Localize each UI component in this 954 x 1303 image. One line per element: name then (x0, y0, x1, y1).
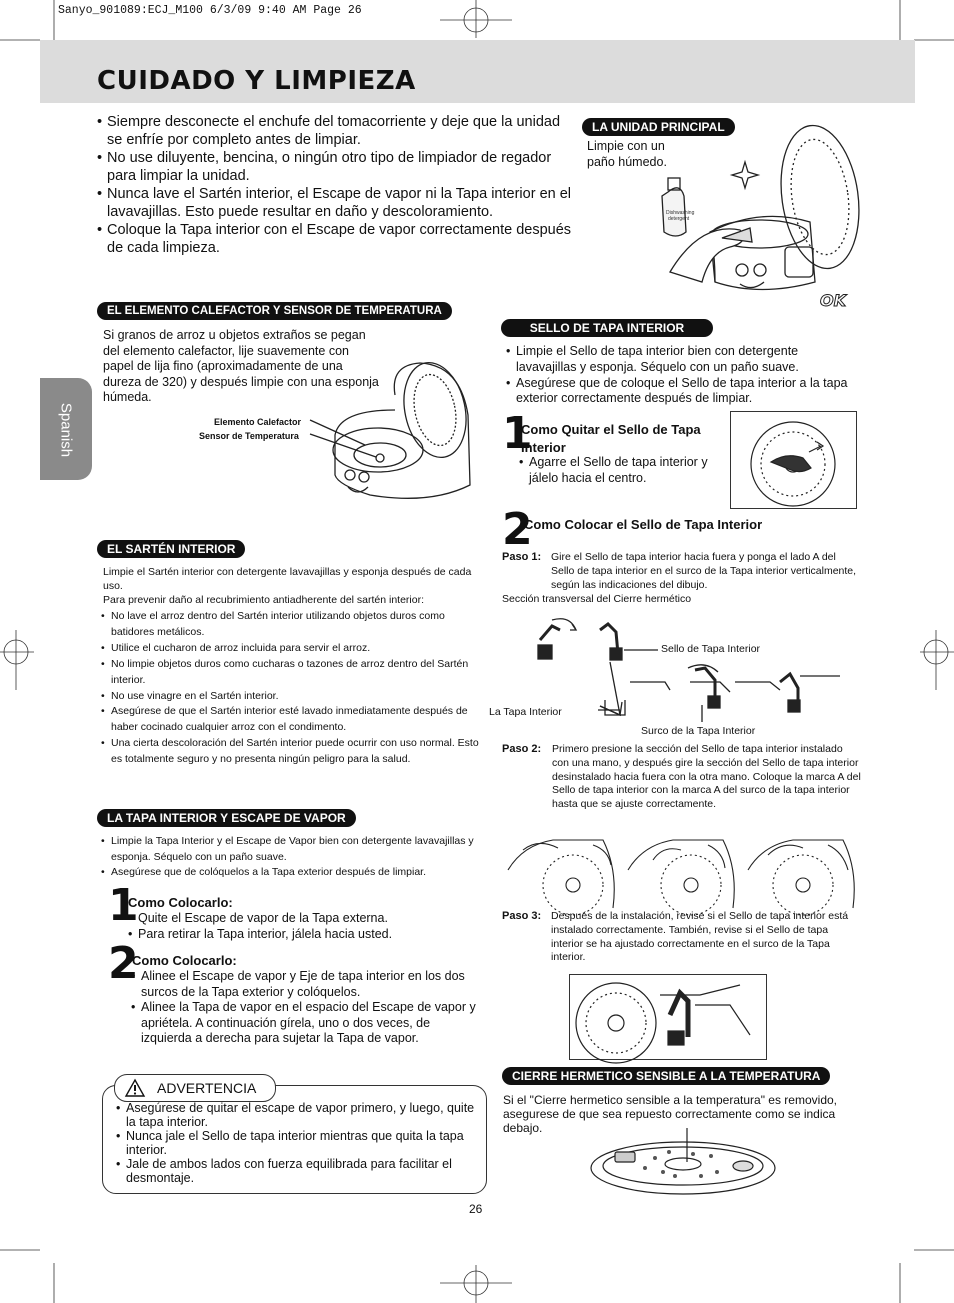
tapa-step-2-number: 2 (108, 938, 139, 989)
sello-step-1-bullet: • Agarre el Sello de tapa interior y jálelo hacia el centro. (519, 455, 729, 487)
svg-text:detergent: detergent (668, 216, 690, 222)
sello-bullet: • Limpie el Sello de tapa interior bien con detergente lavavajillas y esponja. Séquelo con un paño suave. (506, 344, 851, 376)
tapa-step-1-title: Como Colocarlo: (128, 895, 233, 910)
side-tab-label: Spanish (57, 402, 75, 458)
intro-bullets (97, 113, 577, 257)
unidad-heading: LA UNIDAD PRINCIPAL (582, 118, 735, 136)
heating-element-illustration (310, 355, 480, 525)
paso-1-label: Paso 1: (502, 551, 542, 563)
language-side-tab (40, 378, 92, 480)
tapa-step-1-bullet: • Para retirar la Tapa interior, jálela hacia usted. (128, 926, 468, 942)
paso-3-text: Después de la instalación, revise si el Sello de tapa interior está instalado correctamente. También, revise si el Sello de tapa interior se ha ajustado correctamente en el surco de la Tapa interior. (551, 910, 849, 964)
paso-3-label: Paso 3: (502, 910, 542, 922)
main-unit-illustration (640, 112, 850, 312)
calefactor-heading: EL ELEMENTO CALEFACTOR Y SENSOR DE TEMPERATURA (97, 302, 452, 320)
intro-bullet: • Nunca lave el Sartén interior, el Escape de vapor ni la Tapa interior en el lavavajillas. Esto puede resultar en daño y descoloramiento. (97, 185, 577, 221)
sarten-text-2: Para prevenir daño al recubrimiento antiadherente del sartén interior: (103, 594, 425, 606)
warning-triangle-icon (125, 1079, 145, 1097)
label-elemento-calefactor: Elemento Calefactor (214, 417, 302, 427)
bottle-label: Dishwashing (666, 210, 695, 216)
label-surco-tapa-interior: Surco de la Tapa Interior (641, 725, 756, 737)
sarten-text-1: Limpie el Sartén interior con detergente lavavajillas y esponja después de cada uso. (103, 566, 472, 592)
cierre-text: Si el "Cierre hermetico sensible a la temperatura" es removido, asegurese de que sea repuesto correctamente como se indica debajo. (503, 1093, 837, 1135)
warning-pill (114, 1074, 276, 1102)
paso-2-label: Paso 2: (502, 743, 542, 755)
tapa-step-2-title: Como Colocarlo: (132, 953, 237, 968)
intro-bullet: • No use diluyente, bencina, o ningún otro tipo de limpiador de regador para limpiar la unidad. (97, 149, 577, 185)
tapa-bullet: • Limpie la Tapa Interior y el Escape de Vapor bien con detergente lavavajillas y esponja. Séquelo con un paño suave. (101, 834, 481, 865)
sarten-bullet: • Una cierta descoloración del Sartén interior puede ocurrir con uso normal. Esto es totalmente seguro y no presenta ningún peligro para la salud. (101, 736, 479, 768)
tapa-step-1-bullets (128, 910, 468, 942)
seal-installation-illustrations (503, 830, 863, 910)
sarten-bullets (101, 609, 479, 768)
page-title: CUIDADO Y LIMPIEZA (97, 66, 416, 96)
warning-bullet: • Nunca jale el Sello de tapa interior mientras que quita la tapa interior. (116, 1129, 478, 1157)
warning-label: ADVERTENCIA (157, 1080, 257, 1096)
label-la-tapa-interior: La Tapa Interior (489, 706, 562, 718)
sarten-bullet: • Utilice el cucharon de arroz incluida para servir el arroz. (101, 641, 479, 657)
sello-step-1-bullets (519, 455, 729, 487)
thermal-seal-illustration (585, 1128, 785, 1200)
calefactor-text: Si granos de arroz u objetos extraños se pegan del elemento calefactor, lije suavemente con papel de lija fino (aproximadamente de una dureza de 320) y después limpie con una esponja húmeda. (103, 328, 379, 404)
tapa-bullet: • Asegúrese que de colóquelos a la Tapa exterior después de limpiar. (101, 865, 481, 881)
sello-bullet: • Asegúrese que de coloque el Sello de tapa interior a la tapa exterior correctamente después de limpiar. (506, 376, 851, 408)
warning-bullet: • Asegúrese de quitar el escape de vapor primero, y luego, quite la tapa interior. (116, 1101, 478, 1129)
label-sensor-temperatura: Sensor de Temperatura (199, 431, 299, 441)
sello-heading: SELLO DE TAPA INTERIOR (501, 319, 713, 337)
sarten-heading: EL SARTÉN INTERIOR (97, 540, 245, 558)
unidad-text: Limpie con un paño húmedo. (587, 139, 667, 169)
seal-removal-figure (730, 411, 857, 509)
sarten-bullet: • No lave el arroz dentro del Sartén interior utilizando objetos duros como batidores metálicos. (101, 609, 479, 641)
sarten-bullet: • Asegúrese de que el Sartén interior esté lavado inmediatamente después de haber cocinado cualquier arroz con el condimento. (101, 704, 479, 736)
seal-cross-section-diagram (530, 610, 860, 725)
tapa-step-1-bullet: • Quite el Escape de vapor de la Tapa externa. (128, 910, 468, 926)
sello-step-2-number: 2 (502, 504, 533, 555)
page-number: 26 (469, 1202, 483, 1216)
tapa-step-1-number: 1 (108, 880, 139, 931)
sello-step-2-title: Como Colocar el Sello de Tapa Interior (524, 517, 763, 532)
sarten-bullet: • No limpie objetos duros como cucharas o tazones de arroz dentro del Sartén interior. (101, 657, 479, 689)
label-sello-tapa-interior: Sello de Tapa Interior (661, 643, 761, 655)
sello-step-1-number: 1 (502, 408, 533, 459)
paso-1-text: Gire el Sello de tapa interior hacia fuera y ponga el lado A del Sello de tapa interior en el surco de la Tapa interior verticalmente, según las indicaciones del dibujo. (551, 551, 857, 591)
cierre-heading: CIERRE HERMETICO SENSIBLE A LA TEMPERATURA (502, 1067, 830, 1085)
intro-bullet: • Coloque la Tapa interior con el Escape de vapor correctamente después de cada limpieza. (97, 221, 577, 257)
ok-mark: OK (820, 291, 846, 310)
intro-bullet: • Siempre desconecte el enchufe del tomacorriente y deje que la unidad se enfríe por completo antes de limpiar. (97, 113, 577, 149)
paso-2-text: Primero presione la sección del Sello de tapa interior instalado con una mano, y después gire la sección del Sello de tapa interior desinstalado hacia fuera con la otra mano. Coloque la marca A del Sello de tapa interior con la marca A del surco de la tapa interior hasta que se ajuste correctamente. (552, 743, 861, 811)
tapa-bullets (101, 834, 481, 881)
seccion-label: Sección transversal del Cierre hermético (502, 593, 692, 605)
sarten-bullet: • No use vinagre en el Sartén interior. (101, 689, 479, 705)
seal-check-figure (569, 974, 767, 1060)
print-header: Sanyo_901089:ECJ_M100 6/3/09 9:40 AM Page 26 (58, 4, 362, 17)
tapa-step-2-bullet: • Alinee la Tapa de vapor en el espacio del Escape de vapor y apriétela. A continuación gírela, uno o dos veces, de izquierda a derecha para sujetar la Tapa de vapor. (131, 1000, 476, 1047)
tapa-heading: LA TAPA INTERIOR Y ESCAPE DE VAPOR (97, 809, 356, 827)
sello-step-1-title: Como Quitar el Sello de Tapa Interior (521, 422, 701, 455)
tapa-step-2-bullets (131, 969, 476, 1047)
tapa-step-2-bullet: • Alinee el Escape de vapor y Eje de tapa interior en los dos surcos de la Tapa exterior y colóquelos. (131, 969, 476, 1000)
sello-bullets (506, 344, 851, 407)
warning-bullet: • Jale de ambos lados con fuerza equilibrada para facilitar el desmontaje. (116, 1157, 478, 1185)
warning-bullets (116, 1101, 478, 1185)
